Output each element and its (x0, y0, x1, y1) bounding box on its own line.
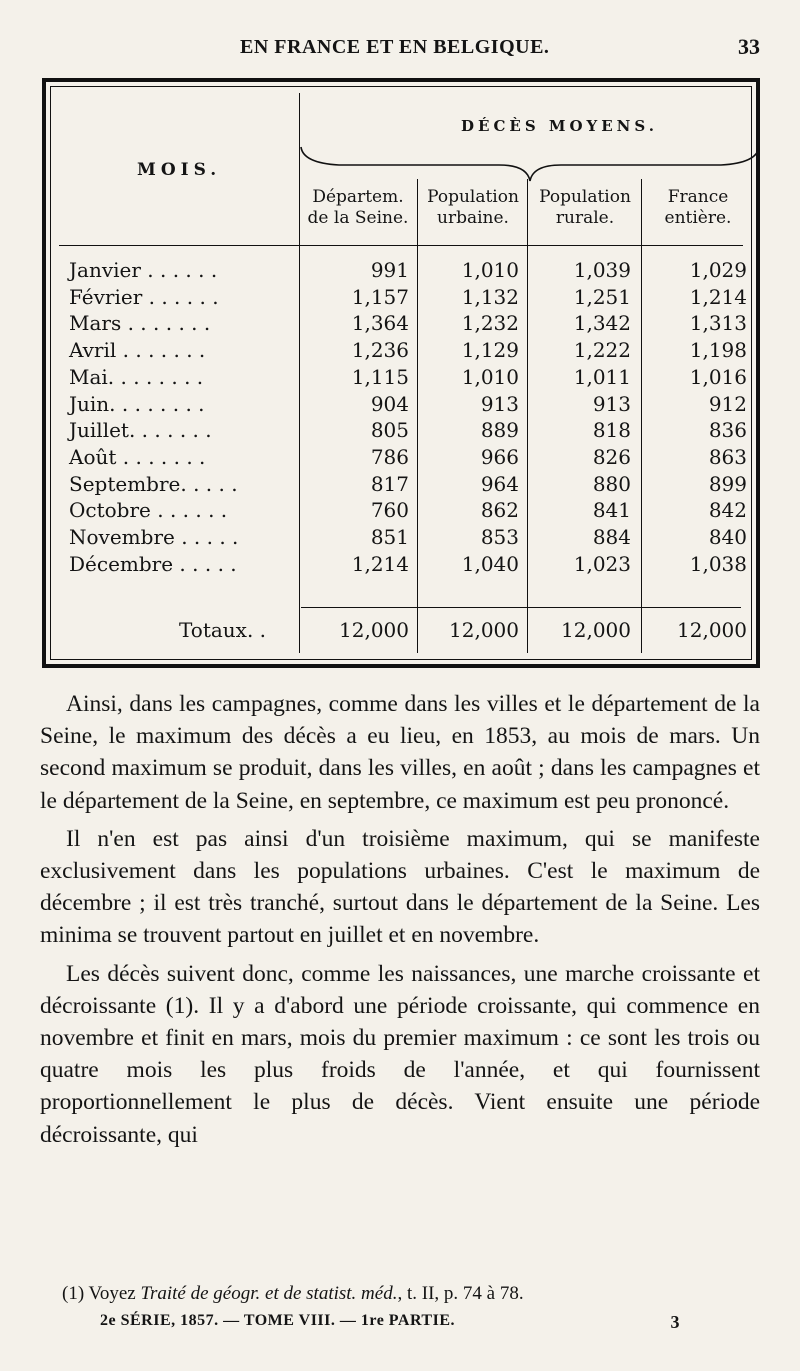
month-label: Septembre. . . . . (69, 471, 238, 496)
table-cell: 1,232 (461, 311, 519, 336)
row-header: MOIS. (137, 160, 222, 180)
table-cell: 1,313 (689, 311, 747, 336)
month-label: Février . . . . . . (69, 284, 219, 309)
table-cell: 964 (480, 471, 519, 496)
table-row (51, 257, 751, 283)
column-header-france (643, 187, 753, 229)
table-cell: 851 (370, 525, 409, 549)
column-header-line: de la Seine. (307, 208, 409, 228)
table-row (51, 551, 751, 577)
table-cell: 913 (480, 391, 519, 416)
table-row (51, 471, 751, 497)
total-value: 12,000 (677, 618, 747, 642)
table-cell: 889 (480, 418, 519, 443)
signature-sheet-number: 3 (670, 1312, 680, 1332)
month-label: Octobre . . . . . . (69, 498, 228, 523)
table-cell: 1,011 (573, 364, 631, 389)
table-cell: 912 (708, 391, 747, 416)
body-text (40, 688, 760, 1157)
paragraph: Ainsi, dans les campagnes, comme dans les villes et le département de la Seine, le maximum des décès a eu lieu, en 1853, au mois de mars. Un second maximum se produit, dans les villes, en août ; dans les campagnes et le département de la Seine, en septembre, ce maximum est peu prononcé. (40, 691, 760, 814)
table-cell: 1,039 (573, 258, 631, 282)
table-inner-border (50, 86, 752, 660)
month-label: Mai. . . . . . . . (69, 364, 204, 389)
footnote-work-title: Traité de géogr. et de statist. méd. (140, 1283, 398, 1304)
table-row (51, 284, 751, 310)
table-row (51, 497, 751, 523)
table-cell: 1,214 (351, 551, 409, 576)
table-cell: 1,016 (689, 364, 747, 389)
table-row (51, 444, 751, 470)
running-title: EN FRANCE ET EN BELGIQUE. (240, 36, 550, 58)
table-cell: 1,040 (461, 551, 519, 576)
column-header-line: Population (427, 187, 519, 207)
total-value: 12,000 (449, 618, 519, 642)
running-head (40, 36, 760, 66)
table-cell: 853 (480, 525, 519, 549)
month-label: Novembre . . . . . (69, 525, 239, 549)
table-cell: 899 (708, 471, 747, 496)
table-cell: 826 (592, 444, 631, 469)
brace-decoration (299, 143, 761, 183)
table-cell: 818 (592, 418, 631, 443)
table-cell: 880 (592, 471, 631, 496)
table-cell: 760 (370, 498, 409, 523)
table-cell: 1,129 (461, 338, 519, 363)
column-header-line: entière. (664, 208, 732, 228)
column-header-rurale (529, 187, 641, 229)
month-label: Juin. . . . . . . . (69, 391, 205, 416)
table-cell: 1,023 (573, 551, 631, 576)
footnote (62, 1283, 524, 1305)
table-cell: 1,198 (689, 338, 747, 363)
table-cell: 1,236 (351, 338, 409, 363)
table-cell: 841 (592, 498, 631, 523)
table-cell: 1,222 (573, 338, 631, 363)
table-cell: 884 (592, 525, 631, 549)
table-cell: 1,029 (689, 258, 747, 282)
table-cell: 1,157 (351, 284, 409, 309)
table-cell: 1,132 (461, 284, 519, 309)
column-header-line: Population (539, 187, 631, 207)
month-label: Avril . . . . . . . (69, 338, 206, 363)
table-cell: 862 (480, 498, 519, 523)
table-cell: 904 (370, 391, 409, 416)
table-cell: 1,214 (689, 284, 747, 309)
table-row (51, 417, 751, 443)
table-cell: 913 (592, 391, 631, 416)
table-row (51, 364, 751, 390)
totals-rule (301, 607, 741, 608)
totals-row (51, 617, 751, 643)
signature-text: 2e SÉRIE, 1857. — TOME VIII. — 1re PARTIE. (100, 1312, 455, 1329)
table-cell: 836 (708, 418, 747, 443)
deaths-table (42, 78, 760, 668)
column-header-seine (301, 187, 415, 229)
column-header-urbaine (419, 187, 527, 229)
column-header-line: France (667, 187, 729, 207)
table-cell: 840 (708, 525, 747, 549)
total-value: 12,000 (561, 618, 631, 642)
table-cell: 1,342 (573, 311, 631, 336)
table-cell: 842 (708, 498, 747, 523)
paragraph: Les décès suivent donc, comme les naissances, une marche croissante et décroissante (1). Il y a d'abord une période croissante, qui commence en novembre et finit en mars, mois du premier maximum : ce sont les trois ou quatre mois les plus froids de l'année, et qui fournissent proportionnellement le plus de décès. Vient ensuite une période décroissante, qui (40, 960, 760, 1148)
table-row (51, 524, 751, 550)
month-label: Décembre . . . . . (69, 551, 237, 576)
table-cell: 966 (480, 444, 519, 469)
table-cell: 817 (370, 471, 409, 496)
footnote-suffix: , t. II, p. 74 à 78. (397, 1283, 524, 1304)
table-row (51, 391, 751, 417)
table-cell: 991 (370, 258, 409, 282)
table-cell: 786 (370, 444, 409, 469)
column-header-line: urbaine. (437, 208, 509, 228)
table-cell: 1,010 (461, 364, 519, 389)
month-label: Janvier . . . . . . (69, 258, 218, 282)
group-header: DÉCÈS MOYENS. (461, 117, 658, 135)
column-header-line: Départem. (312, 187, 404, 207)
page-number: 33 (738, 34, 760, 59)
table-cell: 1,010 (461, 258, 519, 282)
totals-label: Totaux. . (179, 618, 267, 642)
table-cell: 863 (708, 444, 747, 469)
month-label: Août . . . . . . . (69, 444, 206, 469)
paragraph: Il n'en est pas ainsi d'un troisième maximum, qui se manifeste exclusivement dans les populations urbaines. C'est le maximum de décembre ; il est très tranché, surtout dans le département de la Seine. Les minima se trouvent partout en juillet et en novembre. (40, 825, 760, 949)
total-value: 12,000 (339, 618, 409, 642)
footnote-prefix: (1) Voyez (62, 1283, 141, 1304)
table-cell: 1,251 (573, 284, 631, 309)
table-row (51, 337, 751, 363)
month-label: Mars . . . . . . . (69, 311, 211, 336)
table-row (51, 310, 751, 336)
signature-line (100, 1312, 700, 1330)
table-cell: 1,364 (351, 311, 409, 336)
month-label: Juillet. . . . . . . (69, 418, 212, 443)
table-cell: 1,038 (689, 551, 747, 576)
table-cell: 805 (370, 418, 409, 443)
header-rule (59, 245, 743, 246)
table-cell: 1,115 (351, 364, 409, 389)
column-header-line: rurale. (555, 208, 615, 228)
